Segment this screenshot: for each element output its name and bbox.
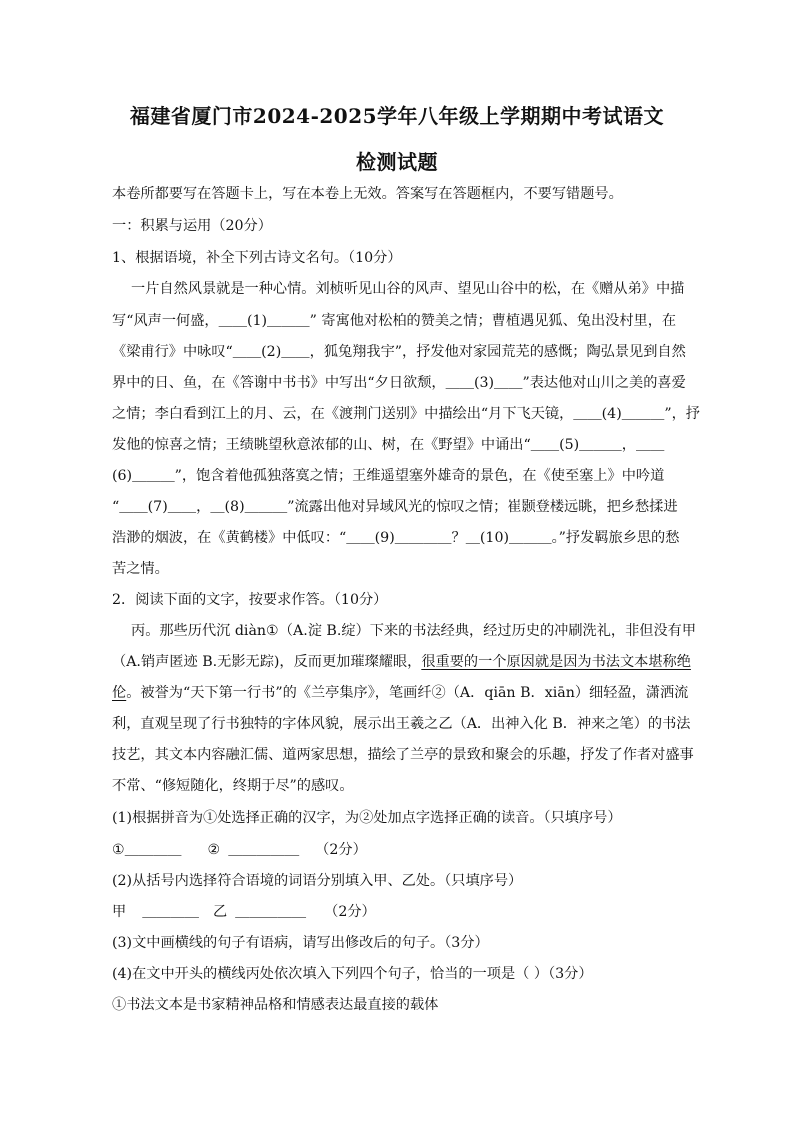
exam-title-line2: 检测试题 [356,150,438,174]
text: ② [207,842,221,858]
text: 之情；李白看到江上的月、云，在《渡荆门送别》中描绘出“月下飞天镜， [112,406,574,422]
text: 。”抒发羁旅乡思的愁 [551,530,680,546]
q1-line-6 [112,435,702,455]
text: ”，抒 [664,406,700,422]
answer-blank-9[interactable]: ＿＿(9)＿＿＿＿ [346,530,452,546]
answer-blank-pinyin[interactable]: ＿＿＿＿＿ [228,842,300,858]
q1-line-9 [112,528,702,548]
text: 乙 [212,904,228,920]
q2-passage-2 [112,652,702,672]
text: （A.销声匿迹 B.无影无踪)，反而更加璀璨耀眼， [112,654,422,670]
text: 写“风声一何盛， [112,313,219,329]
q1-line-1: 一片自然风景就是一种心情。刘桢听见山谷的风声、望见山谷中的松，在《赠从弟》中描 [131,281,685,297]
q1-line-10: 苦之情。 [112,561,169,577]
text: ， [621,437,636,453]
answer-blank-3[interactable]: ＿＿(3)＿＿ [445,375,523,391]
q2-passage-6: 不常、“修短随化，终期于尽”的感叹。 [112,778,354,794]
q2-passage-1: 丙。那些历代沉 diàn①（A.淀 B.绽）下来的书法经典，经过历史的冲刷洗礼，非但没有甲 [131,623,697,639]
text: （2分） [324,904,376,920]
answer-blank-6[interactable]: (6)＿＿＿ [112,468,175,484]
text: ， [196,499,211,515]
q2-passage-5: 技艺，其文本内容融汇儒、道两家思想，描绘了兰亭的景致和聚会的乐趣，抒发了作者对盛事 [112,747,694,763]
q1-line-7 [112,466,702,486]
text: （2分） [315,842,367,858]
text: ”，饱含着他孤独落寞之情；王维遥望塞外雄奇的景色，在《使至塞上》中吟道 [174,468,665,484]
exam-title: 福建省厦门市2024-2025学年八年级上学期期中考试语文 [129,104,665,128]
sub-question-2: (2)从括号内选择符合语境的词语分别填入甲、乙处。（只填序号） [112,873,523,889]
answer-blank-char[interactable]: ①＿＿＿＿ [112,842,182,858]
sub-question-3: (3)文中画横线的句子有语病，请写出修改后的句子。（3分） [112,935,489,951]
answer-blank-2[interactable]: ＿＿(2)＿＿ [232,344,310,360]
text: 《梁甫行》中咏叹“ [112,344,233,360]
q1-line-3 [112,342,702,362]
text: ”流露出他对异域风光的惊叹之情；崔颢登楼远眺，把乡愁揉进 [287,499,678,515]
text: 发他的惊喜之情；王绩眺望秋意浓郁的山、树，在《野望》中诵出“ [112,437,531,453]
text: ” 寄寓他对松柏的赞美之情；曹植遇见狐、兔出没村里，在 [309,313,677,329]
q1-line-8 [112,497,702,517]
q2-passage-3 [112,683,702,703]
question-2-heading: 2．阅读下面的文字，按要求作答。（10分） [112,592,388,608]
answer-blank-4[interactable]: ＿＿(4)＿＿＿ [573,406,665,422]
text: 。被誉为“天下第一行书”的《兰亭集序》，笔画纤②（A．qiān B．xiān）细轻盈，潇洒流 [126,685,689,701]
option-1: ①书法文本是书家精神品格和情感表达最直接的载体 [112,997,439,1013]
answer-blank-8[interactable]: ＿(8)＿＿＿ [210,499,288,515]
text: 浩渺的烟波，在《黄鹤楼》中低叹：“ [112,530,347,546]
answer-blank-10[interactable]: ＿(10)＿＿＿ [465,530,552,546]
text: ？ [451,530,466,546]
text: ，狐兔翔我宇”，抒发他对家园荒芜的感慨；陶弘景见到自然 [309,344,686,360]
sub-question-2-answers [112,902,702,922]
q1-line-2 [112,311,702,331]
q2-passage-4: 利，直观呈现了行书独特的字体风貌，展示出王羲之乙（A．出神入化 B．神来之笔）的书法 [112,716,691,732]
text: ”表达他对山川之美的喜爱 [522,375,686,391]
sub-question-1-answers [112,840,702,860]
q1-line-4 [112,373,702,393]
q1-line-5 [112,404,702,424]
text: 甲 [112,904,127,920]
answer-blank-1[interactable]: ＿＿(1)＿＿＿ [218,313,310,329]
sub-question-4: (4)在文中开头的横线丙处依次填入下列四个句子，恰当的一项是（ ）（3分） [112,966,593,982]
answer-blank-5[interactable]: ＿＿(5)＿＿＿ [530,437,622,453]
text: “ [112,499,120,515]
question-1-heading: 1、根据语境，补全下列古诗文名句。（10分） [112,250,402,266]
answer-blank-7[interactable]: ＿＿(7)＿＿ [119,499,197,515]
underlined-sentence: 很重要的一个原因就是因为书法文本堪称绝 [421,654,691,670]
answer-blank-jia[interactable]: ＿＿＿＿ [142,904,199,920]
underlined-sentence-end: 伦 [112,685,127,701]
section-heading: 一：积累与运用（20分） [112,218,272,234]
answer-blank-6-start[interactable]: ＿＿ [635,437,665,453]
notice: 本卷所都要写在答题卡上，写在本卷上无效。答案写在答题框内，不要写错题号。 [112,186,623,202]
answer-blank-yi[interactable]: ＿＿＿＿＿ [235,904,307,920]
text: 界中的日、鱼，在《答谢中书书》中写出“夕日欲颓， [112,375,446,391]
sub-question-1: (1)根据拼音为①处选择正确的汉字，为②处加点字选择正确的读音。（只填序号） [112,810,622,826]
